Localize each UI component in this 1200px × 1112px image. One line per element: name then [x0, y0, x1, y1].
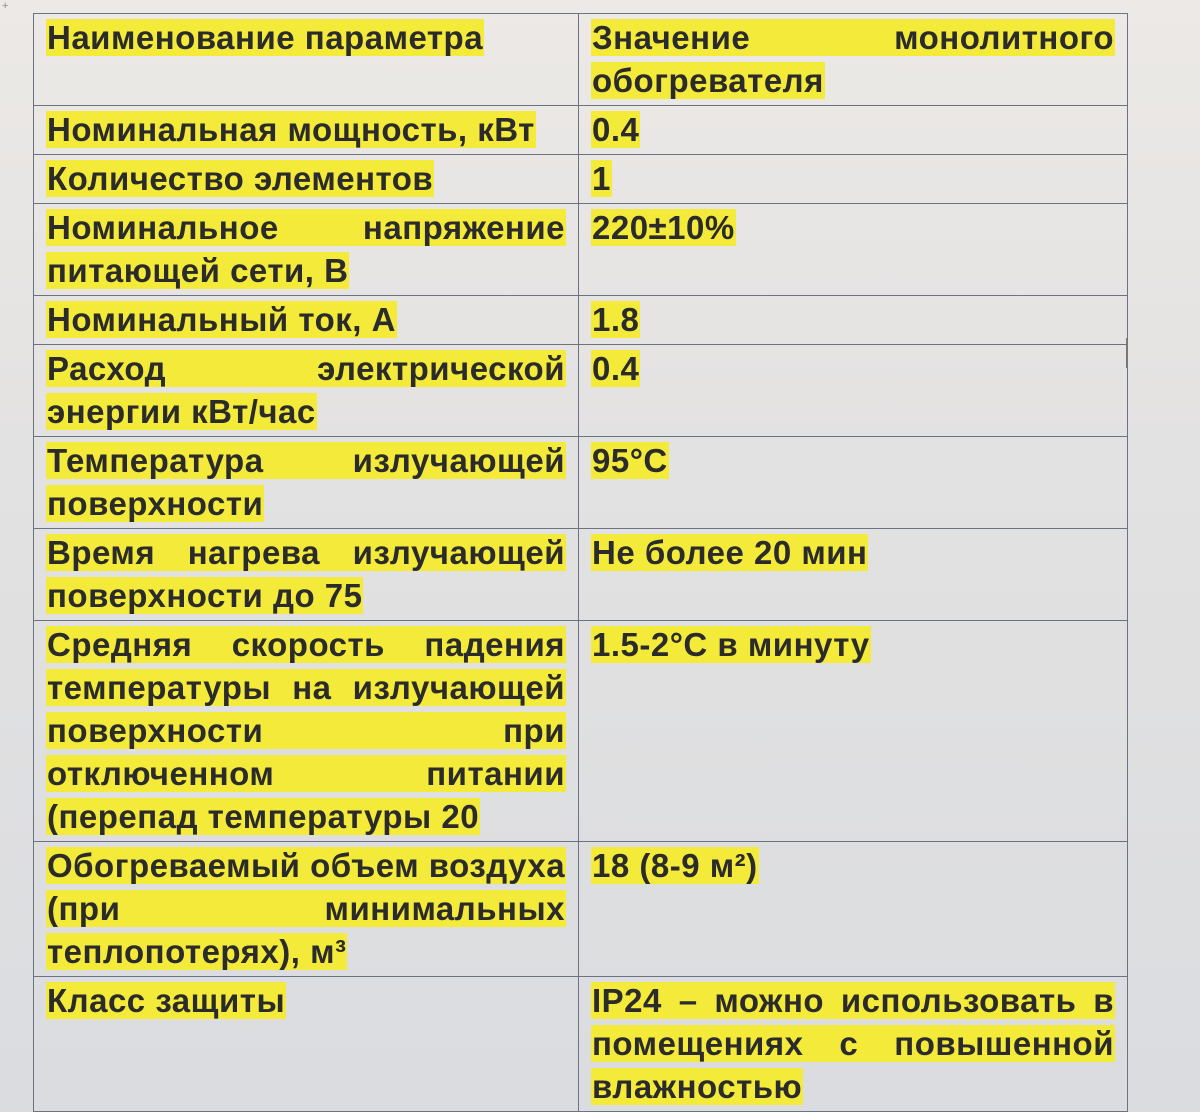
value-text: 220±10%	[592, 209, 735, 246]
value-text: 18 (8-9 м²)	[592, 847, 758, 884]
spec-table	[33, 13, 1128, 1112]
header-cell-param	[34, 14, 579, 106]
value-text: 1.8	[592, 301, 640, 338]
value-cell	[579, 529, 1128, 621]
table-row	[34, 106, 1128, 155]
value-text: 0.4	[592, 350, 640, 387]
value-cell	[579, 296, 1128, 345]
text-cursor	[1126, 338, 1128, 368]
value-cell	[579, 437, 1128, 529]
table-row	[34, 621, 1128, 842]
value-cell	[579, 345, 1128, 437]
header-param-text: Наименование параметра	[47, 19, 484, 56]
param-cell	[34, 529, 579, 621]
param-cell	[34, 621, 579, 842]
table-header-row	[34, 14, 1128, 106]
table-row	[34, 977, 1128, 1112]
table-row	[34, 437, 1128, 529]
param-cell	[34, 204, 579, 296]
param-cell	[34, 155, 579, 204]
table-row	[34, 842, 1128, 977]
param-cell	[34, 106, 579, 155]
table-row	[34, 204, 1128, 296]
value-cell	[579, 977, 1128, 1112]
param-text: Номинальный ток, А	[47, 301, 396, 338]
table-row	[34, 296, 1128, 345]
param-text: Номинальная мощность, кВт	[47, 111, 535, 148]
param-text: Время нагрева излучающей поверхности до 75	[47, 534, 565, 614]
param-text: Класс защиты	[47, 982, 286, 1019]
table-row	[34, 155, 1128, 204]
header-cell-value	[579, 14, 1128, 106]
param-text: Средняя скорость падения температуры на излучающей поверхности при отключенном питании (перепад температуры 20	[47, 626, 565, 835]
header-value-text: Значение монолитного обогревателя	[592, 19, 1114, 99]
param-cell	[34, 296, 579, 345]
param-text: Номинальное напряжение питающей сети, В	[47, 209, 565, 289]
value-cell	[579, 155, 1128, 204]
param-text: Количество элементов	[47, 160, 434, 197]
param-cell	[34, 437, 579, 529]
table-move-handle-icon[interactable]: +	[2, 0, 9, 12]
table-row	[34, 345, 1128, 437]
param-cell	[34, 842, 579, 977]
value-text: Не более 20 мин	[592, 534, 868, 571]
param-cell	[34, 977, 579, 1112]
value-cell	[579, 842, 1128, 977]
value-text: 0.4	[592, 111, 640, 148]
table-row	[34, 529, 1128, 621]
value-text: 1.5-2°С в минуту	[592, 626, 870, 663]
param-text: Обогреваемый объем воздуха (при минимальных теплопотерях), м³	[47, 847, 566, 970]
value-text: 95°С	[592, 442, 668, 479]
param-text: Температура излучающей поверхности	[47, 442, 565, 522]
value-cell	[579, 204, 1128, 296]
value-cell	[579, 621, 1128, 842]
value-text: IP24 – можно использовать в помещениях с повышенной влажностью	[592, 982, 1114, 1105]
param-cell	[34, 345, 579, 437]
param-text: Расход электрической энергии кВт/час	[47, 350, 565, 430]
value-text: 1	[592, 160, 611, 197]
value-cell	[579, 106, 1128, 155]
